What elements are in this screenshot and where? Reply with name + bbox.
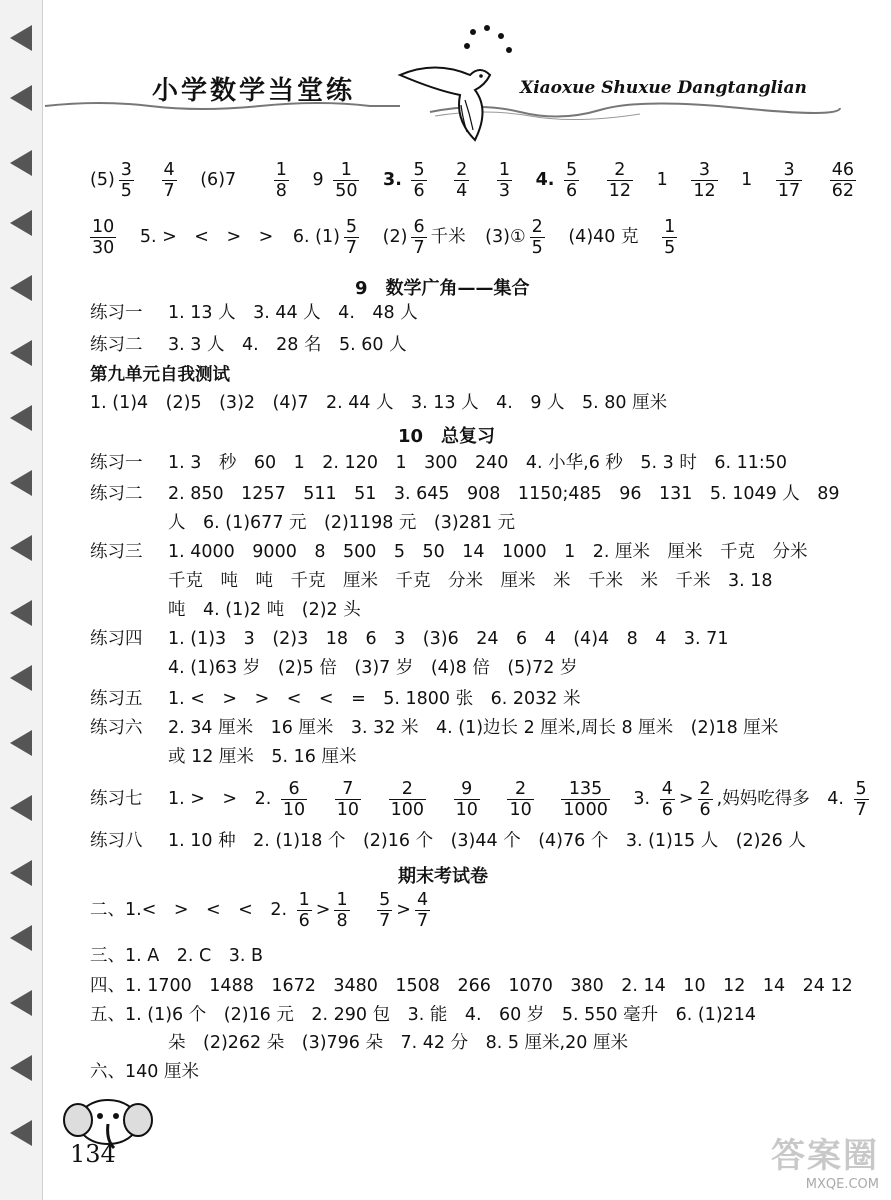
answer-text: ,妈妈吃得多 4. bbox=[716, 789, 844, 809]
answer-text: (2) bbox=[382, 227, 408, 247]
fraction: $\frac{1}{8}$ bbox=[336, 889, 348, 931]
watermark bbox=[771, 1128, 879, 1192]
spine-triangle-icon bbox=[10, 275, 32, 301]
s9-unit-test-answers: 1. (1)4 (2)5 (3)2 (4)7 2. 44 人 3. 13 人 4. 9 人 5. 80 厘米 bbox=[90, 393, 668, 413]
answer-text: 5. > < > > bbox=[139, 227, 274, 247]
value: 1 bbox=[741, 170, 753, 190]
final-exam-q5-cont: 朵 (2)262 朵 (3)796 朵 7. 42 分 8. 5 厘米,20 厘米 bbox=[168, 1033, 628, 1053]
spine-triangle-icon bbox=[10, 340, 32, 366]
spine-triangle-icon bbox=[10, 1055, 32, 1081]
answer-text: 二、1.< > < < 2. bbox=[90, 900, 288, 920]
answer-text: 1. 3 秒 60 1 2. 120 1 300 240 4. 小华,6 秒 5. 3 时 6. 11:50 bbox=[168, 453, 788, 473]
answer-text: 2. 850 1257 511 51 3. 645 908 1150;485 96 131 5. 1049 人 89 bbox=[168, 484, 840, 504]
answer-text: 1. 4000 9000 8 500 5 50 14 1000 1 2. 厘米 厘米 千克 分米 bbox=[168, 542, 808, 562]
s10-exercise-8 bbox=[90, 830, 806, 852]
fraction: $\frac{5}{6}$ bbox=[566, 159, 578, 201]
spine-triangle-icon bbox=[10, 405, 32, 431]
answer-text: 3. bbox=[633, 789, 651, 809]
unit: 千米 bbox=[430, 227, 466, 247]
spine-triangle-icon bbox=[10, 470, 32, 496]
fraction: $\frac{5}{7}$ bbox=[379, 889, 391, 931]
final-exam-title: 期末考试卷 bbox=[398, 866, 488, 887]
fraction: $\frac{2}{5}$ bbox=[531, 216, 543, 258]
fraction: $\frac{3}{5}$ bbox=[120, 159, 132, 201]
s9-exercise-2 bbox=[90, 334, 407, 356]
question-number: 3. bbox=[383, 170, 402, 190]
answer-text: 2. 34 厘米 16 厘米 3. 32 米 4. (1)边长 2 厘米,周长 8 厘米 (2)18 厘米 bbox=[168, 718, 779, 738]
final-exam-q6: 六、140 厘米 bbox=[90, 1062, 199, 1082]
label-p5: (5) bbox=[90, 170, 115, 190]
comparison-sign: > bbox=[315, 900, 331, 920]
fraction: $\frac{7}{10}$ bbox=[336, 778, 360, 820]
spine-triangle-icon bbox=[10, 210, 32, 236]
answer-text: 1. 13 人 3. 44 人 4. 48 人 bbox=[168, 303, 418, 323]
fraction: $\frac{46}{62}$ bbox=[831, 159, 855, 201]
fraction: $\frac{6}{10}$ bbox=[282, 778, 306, 820]
fraction: $\frac{10}{30}$ bbox=[92, 216, 115, 258]
exercise-label: 练习一 bbox=[90, 453, 143, 473]
value: 9 bbox=[312, 170, 324, 190]
final-exam-q4: 四、1. 1700 1488 1672 3480 1508 266 1070 380 2. 14 10 12 14 24 12 bbox=[90, 976, 853, 996]
answer-line-fractions-1 bbox=[90, 158, 860, 202]
value: 1 bbox=[656, 170, 668, 190]
spine-triangle-icon bbox=[10, 730, 32, 756]
spine-triangle-icon bbox=[10, 600, 32, 626]
s10-exercise-4-cont: 4. (1)63 岁 (2)5 倍 (3)7 岁 (4)8 倍 (5)72 岁 bbox=[168, 658, 578, 678]
spine-triangle-icon bbox=[10, 85, 32, 111]
exercise-label: 练习八 bbox=[90, 831, 143, 851]
fraction: $\frac{1}{6}$ bbox=[298, 889, 310, 931]
final-exam-q3: 三、1. A 2. C 3. B bbox=[90, 946, 263, 966]
answer-text: 1. 10 种 2. (1)18 个 (2)16 个 (3)44 个 (4)76 个 3. (1)15 人 (2)26 人 bbox=[168, 831, 806, 851]
spine-triangle-icon bbox=[10, 535, 32, 561]
section-title-10: 10 总复习 bbox=[398, 426, 496, 447]
exercise-label: 练习一 bbox=[90, 303, 143, 323]
exercise-label: 练习六 bbox=[90, 718, 143, 738]
final-exam-q2 bbox=[90, 888, 434, 932]
exercise-label: 练习二 bbox=[90, 484, 143, 504]
watermark-text: 答案圈 bbox=[771, 1136, 879, 1176]
exercise-label: 练习五 bbox=[90, 689, 143, 709]
answer-text: (4)40 克 bbox=[568, 227, 639, 247]
spine-triangle-icon bbox=[10, 1120, 32, 1146]
s10-exercise-2 bbox=[90, 483, 840, 505]
spine-triangle-icon bbox=[10, 795, 32, 821]
page-number: 134 bbox=[70, 1140, 116, 1168]
exercise-label: 练习二 bbox=[90, 335, 143, 355]
fraction: $\frac{6}{7}$ bbox=[413, 216, 425, 258]
s10-exercise-3 bbox=[90, 541, 807, 563]
fraction: $\frac{1}{5}$ bbox=[664, 216, 676, 258]
s10-exercise-6-cont: 或 12 厘米 5. 16 厘米 bbox=[168, 747, 357, 767]
fraction: $\frac{1}{3}$ bbox=[498, 159, 511, 201]
fraction: $\frac{2}{6}$ bbox=[699, 778, 711, 820]
fraction: $\frac{9}{10}$ bbox=[455, 778, 478, 820]
answer-line-fractions-2 bbox=[90, 215, 681, 259]
final-exam-q5: 五、1. (1)6 个 (2)16 元 2. 290 包 3. 能 4. 60 岁 5. 550 毫升 6. (1)214 bbox=[90, 1005, 757, 1025]
page-spine bbox=[0, 0, 43, 1200]
s9-exercise-1 bbox=[90, 302, 418, 324]
s10-exercise-4 bbox=[90, 628, 728, 650]
fraction: $\frac{2}{100}$ bbox=[390, 778, 424, 820]
exercise-label: 练习三 bbox=[90, 542, 143, 562]
answer-text: 3. 3 人 4. 28 名 5. 60 人 bbox=[168, 335, 407, 355]
header-pinyin: Xiaoxue Shuxue Dangtanglian bbox=[520, 78, 807, 98]
answer-text: 1. (1)3 3 (2)3 18 6 3 (3)6 24 6 4 (4)4 8 4 3. 71 bbox=[168, 629, 729, 649]
fraction: $\frac{2}{12}$ bbox=[608, 159, 632, 201]
s10-exercise-3-cont: 千克 吨 吨 千克 厘米 千克 分米 厘米 米 千米 米 千米 3. 18 bbox=[168, 571, 773, 591]
fraction: $\frac{5}{7}$ bbox=[855, 778, 867, 820]
fraction: $\frac{5}{7}$ bbox=[345, 216, 358, 258]
fraction: $\frac{1}{8}$ bbox=[275, 159, 287, 201]
answer-text: 1. > > 2. bbox=[168, 789, 272, 809]
answer-text: 6. (1) bbox=[292, 227, 340, 247]
fraction: $\frac{4}{7}$ bbox=[163, 159, 175, 201]
fraction: $\frac{2}{10}$ bbox=[509, 778, 532, 820]
s10-exercise-1 bbox=[90, 452, 787, 474]
answer-text: (3)① bbox=[485, 227, 526, 247]
label-p6: (6)7 bbox=[200, 170, 237, 190]
fraction: $\frac{135}{1000}$ bbox=[563, 778, 608, 820]
spine-triangle-icon bbox=[10, 860, 32, 886]
s10-exercise-2-cont: 人 6. (1)677 元 (2)1198 元 (3)281 元 bbox=[168, 513, 516, 533]
fraction: $\frac{3}{12}$ bbox=[693, 159, 716, 201]
s10-exercise-3-cont2: 吨 4. (1)2 吨 (2)2 头 bbox=[168, 600, 361, 620]
exercise-label: 练习七 bbox=[90, 789, 143, 809]
spine-triangle-icon bbox=[10, 150, 32, 176]
s9-unit-test-title: 第九单元自我测试 bbox=[90, 365, 230, 385]
comparison-sign: > bbox=[678, 789, 694, 809]
fraction: $\frac{5}{6}$ bbox=[413, 159, 425, 201]
answer-text: 1. < > > < < = 5. 1800 张 6. 2032 米 bbox=[168, 689, 581, 709]
header-title: 小学数学当堂练 bbox=[152, 76, 356, 106]
fraction: $\frac{3}{17}$ bbox=[777, 159, 801, 201]
question-number: 4. bbox=[535, 170, 555, 190]
s10-exercise-5 bbox=[90, 688, 580, 710]
s10-exercise-6 bbox=[90, 717, 778, 739]
spine-triangle-icon bbox=[10, 665, 32, 691]
section-title-9: 9 数学广角——集合 bbox=[355, 278, 530, 299]
fraction: $\frac{4}{7}$ bbox=[416, 889, 429, 931]
watermark-url: MXQE.COM bbox=[805, 1177, 879, 1192]
spine-triangle-icon bbox=[10, 25, 32, 51]
exercise-label: 练习四 bbox=[90, 629, 143, 649]
spine-triangle-icon bbox=[10, 925, 32, 951]
s10-exercise-7 bbox=[90, 777, 873, 821]
fraction: $\frac{1}{50}$ bbox=[335, 159, 358, 201]
spine-triangle-icon bbox=[10, 990, 32, 1016]
fraction: $\frac{4}{6}$ bbox=[661, 778, 673, 820]
comparison-sign: > bbox=[396, 900, 411, 920]
fraction: $\frac{2}{4}$ bbox=[456, 159, 468, 201]
dove-icon bbox=[395, 20, 525, 150]
